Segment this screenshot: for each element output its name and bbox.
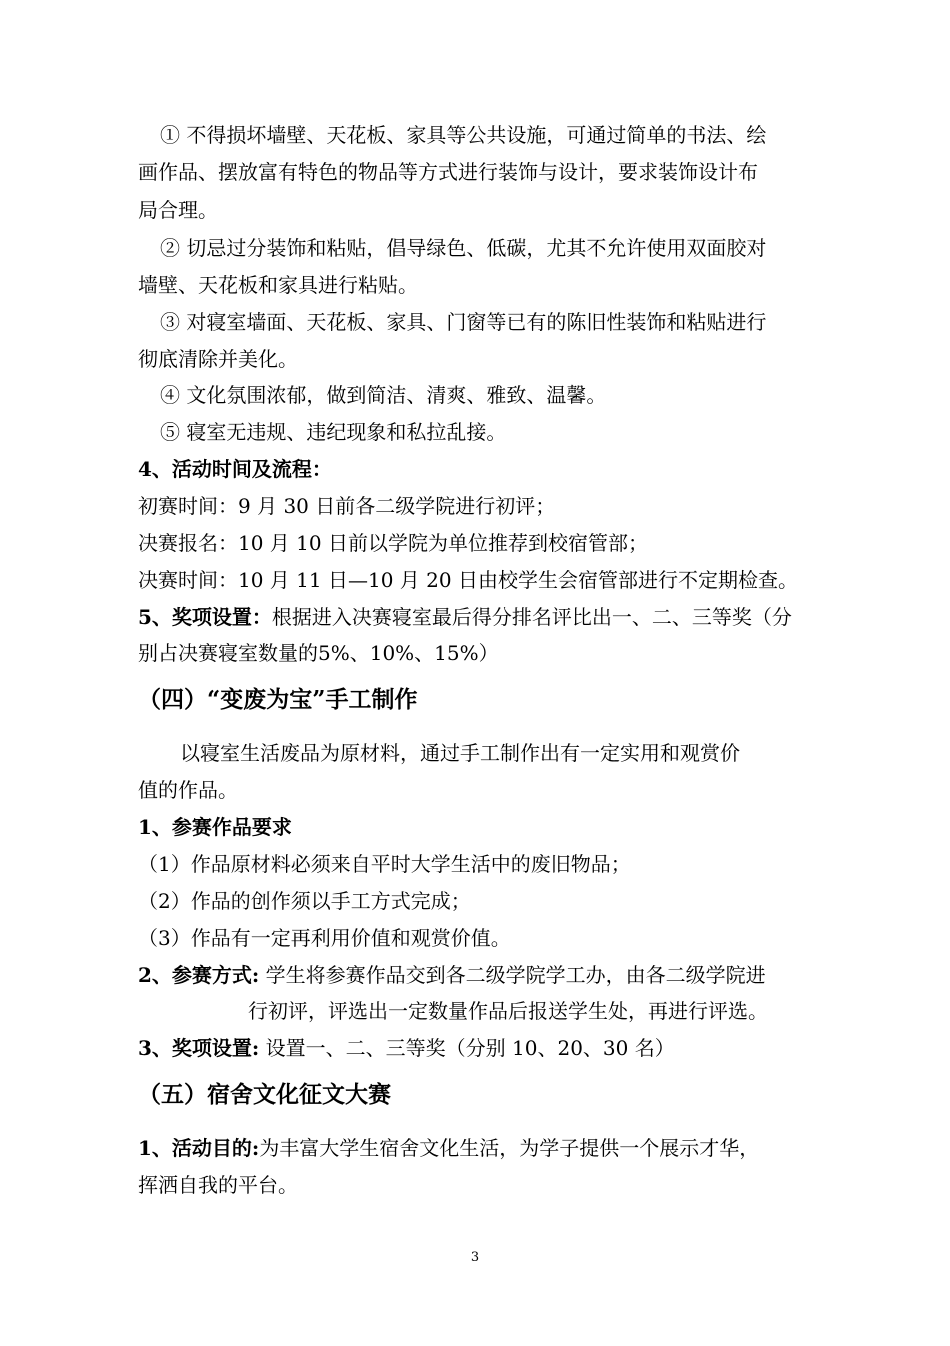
section-4-requirements-heading: 1、参赛作品要求 (138, 815, 292, 839)
section-4-mode-label: 2、参赛方式: (138, 963, 260, 987)
section-4-requirement-2: （2）作品的创作须以手工方式完成； (138, 889, 471, 913)
section-4-requirement-1: （1）作品原材料必须来自平时大学生活中的废旧物品； (138, 852, 631, 876)
requirement-item-2-line-1: ② 切忌过分装饰和粘贴，倡导绿色、低碳，尤其不允许使用双面胶对 (160, 236, 767, 260)
section-5-purpose-label: 1、活动目的: (138, 1136, 260, 1160)
section-4-requirement-3: （3）作品有一定再利用价值和观赏价值。 (138, 926, 511, 950)
section-4-intro-line-2: 值的作品。 (138, 778, 238, 802)
section-4-mode-text: 学生将参赛作品交到各二级学院学工办，由各二级学院进 (259, 963, 766, 987)
requirement-item-1-line-1: ① 不得损坏墙壁、天花板、家具等公共设施，可通过简单的书法、绘 (160, 123, 767, 147)
awards-5-line-2: 别占决赛寝室数量的5%、10%、15%） (138, 641, 499, 665)
schedule-heading: 4、活动时间及流程： (138, 457, 332, 481)
section-4-awards (138, 1034, 828, 1062)
section-4-intro-line-1: 以寝室生活废品为原材料，通过手工制作出有一定实用和观赏价 (180, 741, 740, 765)
schedule-prelim: 初赛时间：9 月 30 日前各二级学院进行初评； (138, 494, 556, 518)
requirement-item-1-line-2: 画作品、摆放富有特色的物品等方式进行装饰与设计，要求装饰设计布 (138, 160, 758, 184)
requirement-item-3-line-2: 彻底清除并美化。 (138, 347, 298, 371)
schedule-final: 决赛时间：10 月 11 日—10 月 20 日由校学生会宿管部进行不定期检查。 (138, 568, 798, 592)
section-5-purpose-line-1 (138, 1134, 828, 1162)
requirement-item-1-line-3: 局合理。 (138, 198, 218, 222)
page-number: 3 (470, 1250, 480, 1265)
section-4-mode-line-2: 行初评，评选出一定数量作品后报送学生处，再进行评选。 (248, 999, 768, 1023)
section-4-mode-line-1 (138, 961, 828, 989)
section-4-awards-text: 设置一、二、三等奖（分别 10、20、30 名） (259, 1036, 675, 1060)
awards-5-label: 5、奖项设置： (138, 605, 272, 629)
requirement-item-4: ④ 文化氛围浓郁，做到简洁、清爽、雅致、温馨。 (160, 383, 607, 407)
section-5-title: （五）宿舍文化征文大赛 (138, 1081, 391, 1108)
section-5-purpose-text: 为丰富大学生宿舍文化生活，为学子提供一个展示才华， (259, 1136, 760, 1160)
section-5-purpose-line-2: 挥洒自我的平台。 (138, 1173, 298, 1197)
section-4-title: （四）“变废为宝”手工制作 (138, 686, 418, 713)
requirement-item-5: ⑤ 寝室无违规、违纪现象和私拉乱接。 (160, 420, 507, 444)
requirement-item-2-line-2: 墙壁、天花板和家具进行粘贴。 (138, 273, 418, 297)
schedule-signup: 决赛报名：10 月 10 日前以学院为单位推荐到校宿管部； (138, 531, 648, 555)
section-4-awards-label: 3、奖项设置: (138, 1036, 260, 1060)
requirement-item-3-line-1: ③ 对寝室墙面、天花板、家具、门窗等已有的陈旧性装饰和粘贴进行 (160, 310, 767, 334)
awards-5-text: 根据进入决赛寝室最后得分排名评比出一、二、三等奖（分 (271, 605, 792, 629)
awards-5-line-1 (138, 603, 828, 631)
